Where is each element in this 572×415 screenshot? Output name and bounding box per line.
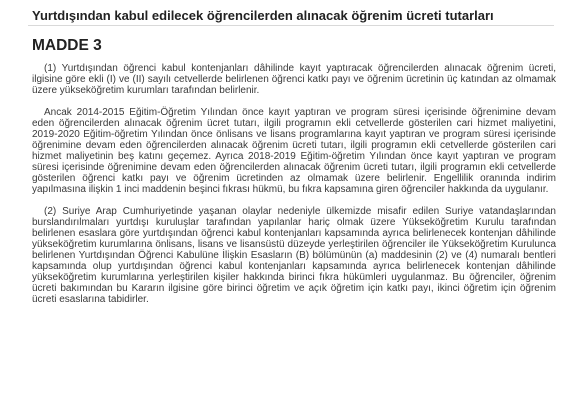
paragraph-3: (2) Suriye Arap Cumhuriyetinde yaşanan olaylar nedeniyle ülkemizde misafir edilen Suriye vatandaşlarından burslandırılmaları yurtdışı kuruluşlar tarafından yapılanlar hariç olmak üzere Yükseköğretim Kurulu tarafından belirlenen esaslara göre yurtdışından öğrenci kabul kontenjanları kapsamında ayrıca belirlenecek kontenjan dâhilinde yükseköğretim kurumlarına önlisans, lisans ve lisansüstü düzeyde yerleştirilen öğrenciler ile Yükseköğretim Kurulunca belirlenen Yurtdışından Öğrenci Kabulüne İlişkin Esasların (B) bölümünün (a) maddesinin (2) ve (4) numaralı bentleri kapsamında olup yurtdışından öğrenci kabul kontenjanları kapsamında ayrıca belirlenecek kontenjan dâhilinde yükseköğretim kurumlarına yerleştirilen kişiler hakkında birinci fıkra hükümleri uygulanmaz. Bu öğrenciler, öğrenim ücreti bakımından bu Kararın ilgisine göre birinci öğretim ve açık öğretim için katkı payı, ikinci öğretim için öğrenim ücreti esaslarına tabidirler. <box>32 206 556 305</box>
paragraph-1: (1) Yurtdışından öğrenci kabul kontenjanları dâhilinde kayıt yaptıracak öğrencilerden alınacak öğrenim ücreti, ilgisine göre ekli (I) ve (II) sayılı cetvellerde belirlenen öğrenci katkı payı ve öğrenim ücretinin üç katından az olmamak üzere yükseköğretim kurumları tarafından belirlenir. <box>32 63 556 96</box>
article-heading: MADDE 3 <box>32 37 102 54</box>
paragraph-2: Ancak 2014-2015 Eğitim-Öğretim Yılından önce kayıt yaptıran ve program süresi içerisinde öğrenimine devam eden öğrencilerden alınacak öğrenim ücret tutarı, ilgili programın ekli cetvellerde gösterilen cari hizmet maliyetini, 2019-2020 Eğitim-öğretim Yılından önce önlisans ve lisans programlarına kayıt yaptıran ve program süresi içerisinde öğrenimine devam eden öğrencilerden alınacak öğrenim ücreti tutarı, ilgili programın ekli cetvellerde gösterilen cari hizmet maliyetinin beş katını geçemez. Ayrıca 2018-2019 Eğitim-öğretim Yılından önce kayıt yaptıran ve program süresi içerisinde öğrenimine devam eden öğrencilerden alınacak öğrenim ücreti tutarı, ilgili programın ekli cetvellerde gösterilen öğrenci katkı payı ve öğrenim ücretinden az olmamak üzere belirlenir. Engellilik oranında indirim yapılmasına ilişkin 1 inci maddenin beşinci fıkrası hükmü, bu fıkra kapsamına giren öğrenciler hakkında da uygulanır. <box>32 107 556 195</box>
article-body <box>32 63 556 305</box>
title-divider <box>28 25 554 26</box>
document-title: Yurtdışından kabul edilecek öğrencilerden alınacak öğrenim ücreti tutarları <box>32 8 494 23</box>
